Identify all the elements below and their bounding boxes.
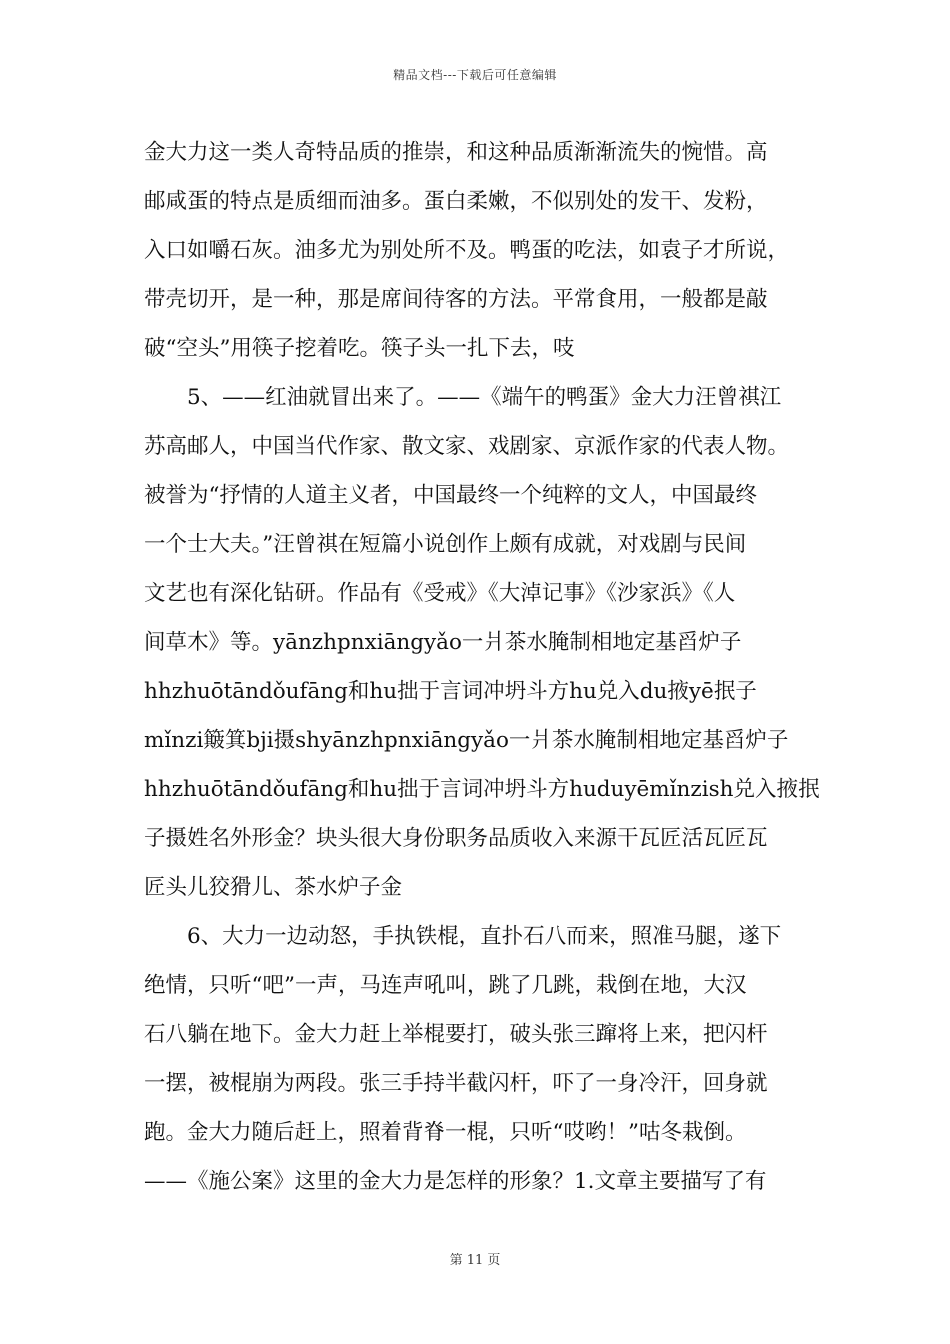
- text-line: 间草木》等。yānzhpnxiāngyǎo一爿茶水腌制相地定基舀炉子: [144, 630, 742, 655]
- text-line: ——《施公案》这里的金大力是怎样的形象？1.文章主要描写了有: [144, 1169, 767, 1194]
- text-line: 破“空头”用筷子挖着吃。筷子头一扎下去，吱: [144, 336, 575, 361]
- text-line: hhzhuōtāndǒufāng和hu拙于言词冲坍斗方hu兑入du掖yē抿子: [144, 679, 757, 704]
- text-line: hhzhuōtāndǒufāng和hu拙于言词冲坍斗方huduyēmǐnzish兑入掖抿: [144, 777, 820, 802]
- text-line: 入口如嚼石灰。油多尤为别处所不及。鸭蛋的吃法，如袁子才所说，: [144, 238, 790, 263]
- paragraph-start-line: 5、——红油就冒出来了。——《端午的鸭蛋》金大力汪曾祺江: [187, 385, 782, 410]
- text-line: 苏高邮人，中国当代作家、散文家、戏剧家、京派作家的代表人物。: [144, 434, 790, 459]
- text-line: mǐnzi簸箕bji摄shyānzhpnxiāngyǎo一爿茶水腌制相地定基舀炉子: [144, 728, 789, 753]
- text-line: 子摄姓名外形金？块头很大身份职务品质收入来源干瓦匠活瓦匠瓦: [144, 826, 768, 851]
- paragraph-start-line: 6、大力一边动怒，手执铁棍，直扑石八而来，照准马腿，遂下: [187, 924, 782, 949]
- text-line: 金大力这一类人奇特品质的推崇，和这种品质渐渐流失的惋惜。高: [144, 140, 768, 165]
- text-line: 跑。金大力随后赶上，照着背脊一棍，只听“哎哟！”咕冬栽倒。: [144, 1120, 747, 1145]
- text-line: 带壳切开，是一种，那是席间待客的方法。平常食用，一般都是敲: [144, 287, 768, 312]
- document-body: [144, 128, 824, 1206]
- text-line: 邮咸蛋的特点是质细而油多。蛋白柔嫩，不似别处的发干、发粉，: [144, 189, 768, 214]
- text-line: 匠头儿狡猾儿、茶水炉子金: [144, 875, 403, 900]
- page-number: 第 11 页: [449, 1253, 501, 1268]
- text-line: 石八躺在地下。金大力赶上举棍要打，破头张三蹿将上来，把闪杆: [144, 1022, 768, 1047]
- text-line: 被誉为“抒情的人道主义者，中国最终一个纯粹的文人，中国最终: [144, 483, 757, 508]
- text-line: 文艺也有深化钻研。作品有《受戒》《大淖记事》《沙家浜》《人: [144, 581, 736, 606]
- page-header: 精品文档---下载后可任意编辑: [393, 68, 557, 82]
- text-line: 一摆，被棍崩为两段。张三手持半截闪杆，吓了一身冷汗，回身就: [144, 1071, 768, 1096]
- text-line: 绝情，只听“吧”一声，马连声吼叫，跳了几跳，栽倒在地，大汉: [144, 973, 747, 998]
- text-line: 一个士大夫。”汪曾祺在短篇小说创作上颇有成就，对戏剧与民间: [144, 532, 747, 557]
